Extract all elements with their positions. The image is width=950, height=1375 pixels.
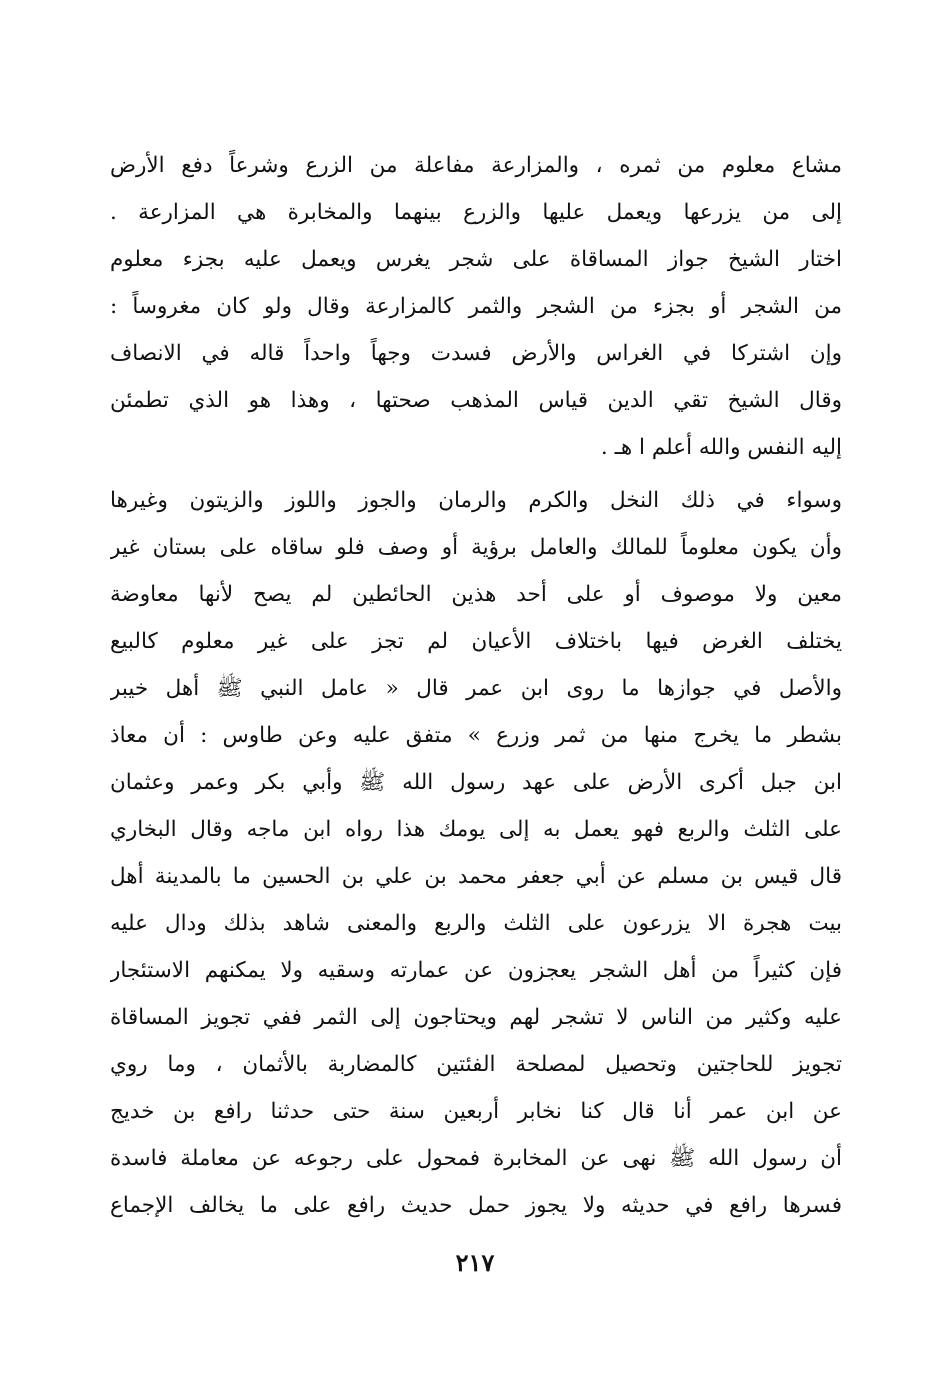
text-line: بيت هجرة الا يزرعون على الثلث والربع والمعنى شاهد بذلك ودال عليه — [110, 911, 842, 936]
text-line: وإن اشتركا في الغراس والأرض فسدت وجهاً واحداً قاله في الانصاف — [110, 341, 842, 366]
text-line: ابن جبل أكرى الأرض على عهد رسول الله ﷺ وأبي بكر وعمر وعثمان — [110, 770, 842, 795]
text-line: يختلف الغرض فيها باختلاف الأعيان لم تجز على غير معلوم كالبيع — [110, 629, 842, 654]
text-line: إليه النفس والله أعلم ا هـ . — [600, 435, 842, 460]
paragraph-2 — [110, 477, 842, 1229]
text-line: وأن يكون معلوماً للمالك والعامل برؤية أو وصف فلو ساقاه على بستان غير — [110, 535, 842, 560]
text-line: إلى من يزرعها ويعمل عليها والزرع بينهما والمخابرة هي المزارعة . — [110, 200, 842, 225]
text-line: اختار الشيخ جواز المساقاة على شجر يغرس ويعمل عليه بجزء معلوم — [110, 247, 842, 272]
text-line: عليه وكثير من الناس لا تشجر لهم ويحتاجون إلى الثمر ففي تجويز المساقاة — [110, 1005, 842, 1030]
text-line: قال قيس بن مسلم عن أبي جعفر محمد بن علي بن الحسين ما بالمدينة أهل — [110, 864, 842, 889]
text-line: وقال الشيخ تقي الدين قياس المذهب صحتها ، وهذا هو الذي تطمئن — [110, 388, 842, 413]
text-line: مشاع معلوم من ثمره ، والمزارعة مفاعلة من الزرع وشرعاً دفع الأرض — [110, 153, 842, 178]
paragraph-1 — [110, 142, 842, 471]
text-line: بشطر ما يخرج منها من ثمر وزرع » متفق عليه وعن طاوس : أن معاذ — [110, 723, 842, 748]
text-line: على الثلث والربع فهو يعمل به إلى يومك هذا رواه ابن ماجه وقال البخاري — [110, 817, 842, 842]
text-line: فإن كثيراً من أهل الشجر يعجزون عن عمارته وسقيه ولا يمكنهم الاستئجار — [110, 958, 842, 983]
text-line: والأصل في جوازها ما روى ابن عمر قال « عامل النبي ﷺ أهل خيبر — [110, 676, 842, 701]
text-line: من الشجر أو بجزء من الشجر والثمر كالمزارعة وقال ولو كان مغروساً : — [110, 294, 842, 319]
text-line: أن رسول الله ﷺ نهى عن المخابرة فمحول على رجوعه عن معاملة فاسدة — [110, 1146, 842, 1171]
text-line: تجويز للحاجتين وتحصيل لمصلحة الفئتين كالمضاربة بالأثمان ، وما روي — [110, 1052, 842, 1077]
text-line: معين ولا موصوف أو على أحد هذين الحائطين لم يصح لأنها معاوضة — [110, 582, 842, 607]
text-line: فسرها رافع في حديثه ولا يجوز حمل حديث رافع على ما يخالف الإجماع — [110, 1193, 842, 1218]
text-line: وسواء في ذلك النخل والكرم والرمان والجوز واللوز والزيتون وغيرها — [110, 488, 842, 513]
page-number: ٢١٧ — [455, 1248, 495, 1277]
text-line: عن ابن عمر أنا قال كنا نخابر أربعين سنة حتى حدثنا رافع بن خديج — [110, 1099, 842, 1124]
